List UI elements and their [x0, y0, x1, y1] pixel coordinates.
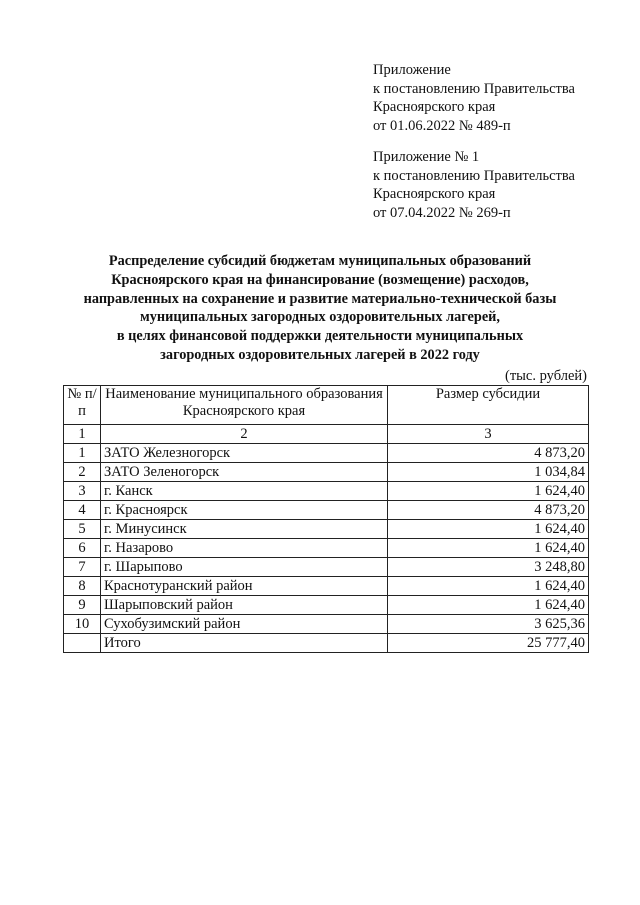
- appendix-header: [373, 61, 575, 135]
- appendix-line: Красноярского края: [373, 99, 496, 115]
- row-amount: 1 624,40: [388, 577, 589, 596]
- table-header-row: [64, 386, 589, 425]
- row-num: 8: [64, 577, 101, 596]
- title-line: муниципальных загородных оздоровительных лагерей,: [140, 309, 500, 326]
- total-row: [64, 634, 589, 653]
- row-num: 10: [64, 615, 101, 634]
- appendix-line: от 01.06.2022 № 489-п: [373, 117, 511, 134]
- title-line: загородных оздоровительных лагерей в 2022 году: [160, 346, 480, 363]
- table-row: [64, 482, 589, 501]
- row-num: 5: [64, 520, 101, 539]
- title-line: Распределение субсидий бюджетам муниципальных образований: [108, 253, 532, 269]
- row-amount: 4 873,20: [388, 444, 589, 463]
- row-amount: 1 624,40: [388, 596, 589, 615]
- appendix-1-line: от 07.04.2022 № 269-п: [373, 204, 511, 221]
- table-row: [64, 558, 589, 577]
- row-amount: 3 248,80: [388, 558, 589, 577]
- index-cell: 3: [388, 425, 589, 444]
- header-num: № п/п: [64, 386, 101, 425]
- row-name: г. Минусинск: [101, 520, 388, 539]
- index-cell: 1: [64, 425, 101, 444]
- appendix-1-line: Приложение № 1: [373, 149, 480, 165]
- row-name: г. Шарыпово: [101, 558, 388, 577]
- row-num: 1: [64, 444, 101, 463]
- row-amount: 1 624,40: [388, 520, 589, 539]
- table-row: [64, 463, 589, 482]
- table-row: [64, 596, 589, 615]
- column-index-row: [64, 425, 589, 444]
- table-row: [64, 577, 589, 596]
- units-label: (тыс. рублей): [505, 368, 587, 384]
- row-name: ЗАТО Зеленогорск: [101, 463, 388, 482]
- total-amount: 25 777,40: [388, 634, 589, 653]
- table-row: [64, 615, 589, 634]
- row-num: 6: [64, 539, 101, 558]
- total-num: [64, 634, 101, 653]
- row-num: 2: [64, 463, 101, 482]
- row-num: 7: [64, 558, 101, 577]
- appendix-1-header: [373, 148, 575, 222]
- header-amount: Размер субсидии: [388, 386, 589, 425]
- title-line: Красноярского края на финансирование (возмещение) расходов,: [111, 271, 529, 288]
- row-name: Краснотуранский район: [101, 577, 388, 596]
- row-name: г. Красноярск: [101, 501, 388, 520]
- row-name: г. Назарово: [101, 539, 388, 558]
- row-num: 3: [64, 482, 101, 501]
- row-name: ЗАТО Железногорск: [101, 444, 388, 463]
- row-amount: 4 873,20: [388, 501, 589, 520]
- row-amount: 1 034,84: [388, 463, 589, 482]
- table-row: [64, 539, 589, 558]
- index-cell: 2: [101, 425, 388, 444]
- header-name: Наименование муниципального образования Красноярского края: [101, 386, 388, 425]
- title-line: направленных на сохранение и развитие материально-технической базы: [83, 290, 557, 307]
- subsidy-table: [63, 385, 589, 653]
- row-amount: 1 624,40: [388, 539, 589, 558]
- table-row: [64, 520, 589, 539]
- appendix-line: к постановлению Правительства: [373, 80, 575, 97]
- row-num: 4: [64, 501, 101, 520]
- appendix-1-line: Красноярского края: [373, 186, 496, 202]
- document-title: [40, 252, 600, 365]
- row-name: Сухобузимский район: [101, 615, 388, 634]
- total-label: Итого: [101, 634, 388, 653]
- row-num: 9: [64, 596, 101, 615]
- table-row: [64, 444, 589, 463]
- appendix-1-line: к постановлению Правительства: [373, 167, 575, 184]
- row-name: г. Канск: [101, 482, 388, 501]
- row-amount: 1 624,40: [388, 482, 589, 501]
- row-amount: 3 625,36: [388, 615, 589, 634]
- table-row: [64, 501, 589, 520]
- appendix-line: Приложение: [373, 62, 451, 78]
- title-line: в целях финансовой поддержки деятельности муниципальных: [116, 328, 524, 345]
- row-name: Шарыповский район: [101, 596, 388, 615]
